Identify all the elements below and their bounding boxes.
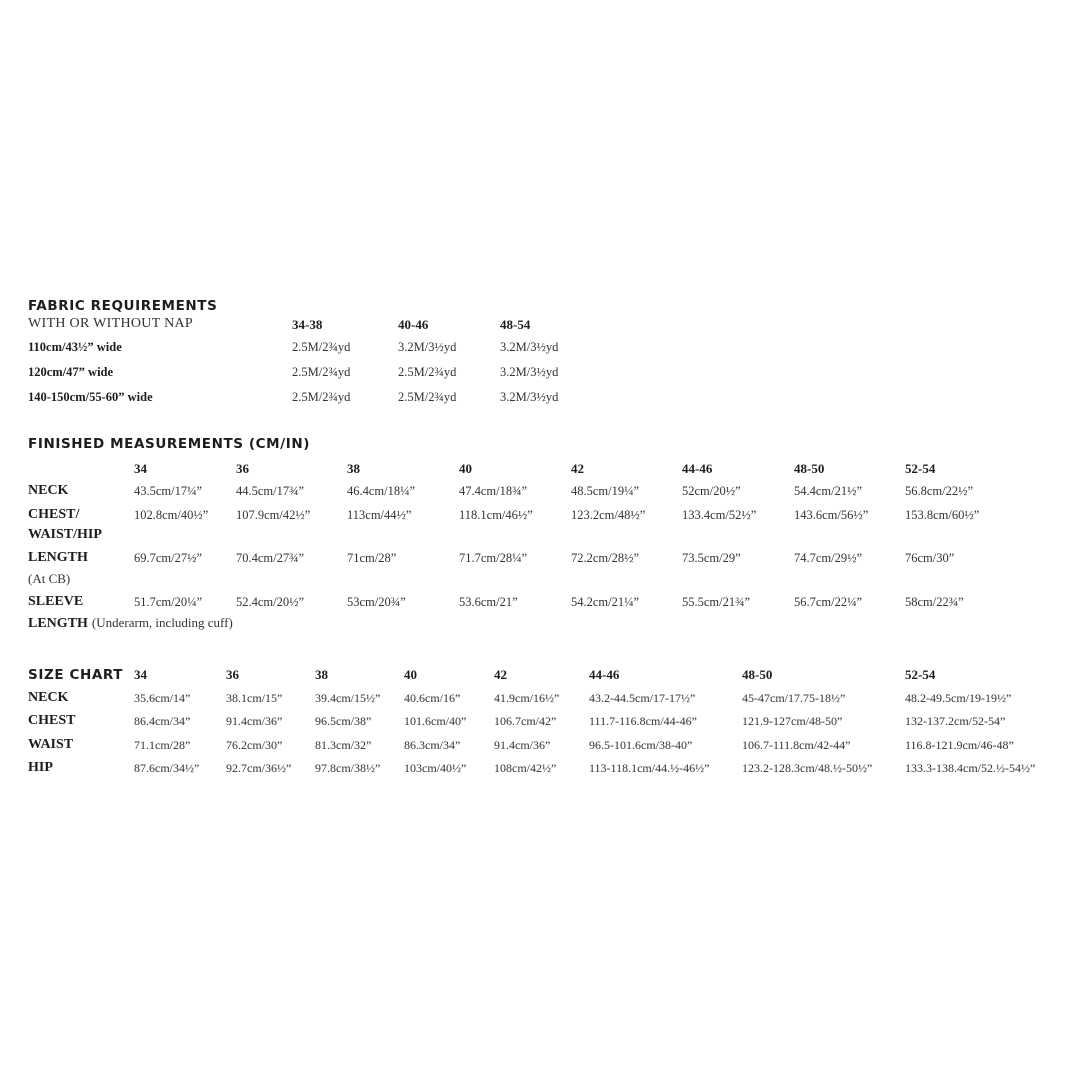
size-cell: 87.6cm/34½”: [134, 761, 200, 775]
size-chart-title: SIZE CHART: [28, 667, 124, 683]
fabric-row-label: 110cm/43½” wide: [28, 340, 122, 354]
finished-cell: 55.5cm/21¾”: [682, 595, 751, 609]
finished-cell: 53.6cm/21”: [459, 595, 518, 609]
finished-col-header: 48-50: [794, 461, 825, 476]
size-cell: 71.1cm/28”: [134, 738, 191, 752]
finished-col-header: 40: [459, 461, 472, 476]
finished-cell: 118.1cm/46½”: [459, 508, 533, 522]
size-cell: 123.2-128.3cm/48.½-50½”: [742, 761, 873, 775]
size-cell: 91.4cm/36”: [226, 714, 283, 728]
finished-cell: 71cm/28”: [347, 551, 397, 565]
fabric-cell: 2.5M/2¾yd: [398, 390, 457, 404]
fabric-cell: 3.2M/3½yd: [398, 340, 457, 354]
size-cell: 101.6cm/40”: [404, 714, 467, 728]
size-cell: 106.7cm/42”: [494, 714, 557, 728]
size-cell: 86.3cm/34”: [404, 738, 461, 752]
finished-col-header: 42: [571, 461, 584, 476]
finished-row-note: [28, 614, 233, 632]
finished-cell: 70.4cm/27¾”: [236, 551, 305, 565]
finished-row-label: SLEEVE: [28, 594, 84, 609]
size-cell: 38.1cm/15”: [226, 691, 283, 705]
finished-cell: 102.8cm/40½”: [134, 508, 209, 522]
fabric-col-header: 34-38: [292, 317, 323, 332]
finished-cell: 133.4cm/52½”: [682, 508, 757, 522]
size-cell: 113-118.1cm/44.½-46½”: [589, 761, 710, 775]
fabric-cell: 2.5M/2¾yd: [398, 365, 457, 379]
size-cell: 111.7-116.8cm/44-46”: [589, 714, 697, 728]
size-cell: 43.2-44.5cm/17-17½”: [589, 691, 696, 705]
finished-row-note-text: (Underarm, including cuff): [91, 615, 233, 630]
finished-col-header: 44-46: [682, 461, 713, 476]
finished-cell: 76cm/30”: [905, 551, 955, 565]
finished-cell: 51.7cm/20¼”: [134, 595, 203, 609]
finished-cell: 74.7cm/29½”: [794, 551, 863, 565]
finished-cell: 73.5cm/29”: [682, 551, 741, 565]
size-cell: 45-47cm/17.75-18½”: [742, 691, 846, 705]
size-cell: 81.3cm/32”: [315, 738, 372, 752]
fabric-cell: 2.5M/2¾yd: [292, 390, 351, 404]
size-col-header: 42: [494, 667, 507, 682]
size-col-header: 52-54: [905, 667, 936, 682]
size-col-header: 38: [315, 667, 328, 682]
size-cell: 35.6cm/14”: [134, 691, 191, 705]
finished-cell: 47.4cm/18¾”: [459, 484, 528, 498]
size-cell: 39.4cm/15½”: [315, 691, 381, 705]
finished-cell: 69.7cm/27½”: [134, 551, 203, 565]
size-cell: 96.5-101.6cm/38-40”: [589, 738, 693, 752]
size-row-label: CHEST: [28, 713, 76, 728]
finished-cell: 56.7cm/22¼”: [794, 595, 863, 609]
size-row-label: NECK: [28, 690, 69, 705]
size-cell: 96.5cm/38”: [315, 714, 372, 728]
finished-cell: 113cm/44½”: [347, 508, 412, 522]
fabric-cell: 2.5M/2¾yd: [292, 365, 351, 379]
size-cell: 116.8-121.9cm/46-48”: [905, 738, 1014, 752]
fabric-cell: 2.5M/2¾yd: [292, 340, 351, 354]
size-row-label: HIP: [28, 760, 53, 775]
fabric-cell: 3.2M/3½yd: [500, 365, 559, 379]
finished-row-note-bold: LENGTH: [28, 616, 88, 631]
finished-row-note: WAIST/HIP: [28, 527, 102, 542]
fabric-row-label: 120cm/47” wide: [28, 365, 114, 379]
finished-col-header: 38: [347, 461, 360, 476]
fabric-col-header: 48-54: [500, 317, 531, 332]
finished-cell: 107.9cm/42½”: [236, 508, 311, 522]
finished-cell: 46.4cm/18¼”: [347, 484, 416, 498]
fabric-cell: 3.2M/3½yd: [500, 390, 559, 404]
finished-cell: 48.5cm/19¼”: [571, 484, 640, 498]
size-cell: 103cm/40½”: [404, 761, 467, 775]
finished-cell: 44.5cm/17¾”: [236, 484, 305, 498]
finished-cell: 143.6cm/56½”: [794, 508, 869, 522]
finished-cell: 52cm/20½”: [682, 484, 741, 498]
fabric-row-label: 140-150cm/55-60” wide: [28, 390, 153, 404]
finished-cell: 71.7cm/28¼”: [459, 551, 528, 565]
finished-col-header: 52-54: [905, 461, 936, 476]
finished-row-label: CHEST/: [28, 507, 80, 522]
finished-col-header: 36: [236, 461, 249, 476]
size-col-header: 48-50: [742, 667, 773, 682]
finished-cell: 123.2cm/48½”: [571, 508, 646, 522]
size-cell: 132-137.2cm/52-54”: [905, 714, 1006, 728]
size-cell: 91.4cm/36”: [494, 738, 551, 752]
size-cell: 76.2cm/30”: [226, 738, 283, 752]
size-cell: 106.7-111.8cm/42-44”: [742, 738, 851, 752]
fabric-col-header: 40-46: [398, 317, 429, 332]
size-cell: 92.7cm/36½”: [226, 761, 292, 775]
fabric-subtitle: WITH OR WITHOUT NAP: [28, 316, 193, 331]
finished-row-label: LENGTH: [28, 550, 88, 565]
finished-col-header: 34: [134, 461, 147, 476]
finished-cell: 153.8cm/60½”: [905, 508, 980, 522]
size-cell: 133.3-138.4cm/52.½-54½”: [905, 761, 1036, 775]
finished-cell: 53cm/20¾”: [347, 595, 406, 609]
size-col-header: 36: [226, 667, 239, 682]
finished-cell: 72.2cm/28½”: [571, 551, 640, 565]
size-cell: 40.6cm/16”: [404, 691, 461, 705]
size-col-header: 34: [134, 667, 147, 682]
size-cell: 41.9cm/16½”: [494, 691, 560, 705]
finished-title: FINISHED MEASUREMENTS (CM/IN): [28, 436, 311, 452]
size-col-header: 44-46: [589, 667, 620, 682]
finished-cell: 52.4cm/20½”: [236, 595, 305, 609]
size-col-header: 40: [404, 667, 417, 682]
finished-cell: 43.5cm/17¼”: [134, 484, 203, 498]
finished-cell: 56.8cm/22½”: [905, 484, 974, 498]
finished-cell: 54.4cm/21½”: [794, 484, 863, 498]
finished-row-note: (At CB): [28, 571, 71, 586]
finished-cell: 54.2cm/21¼”: [571, 595, 640, 609]
size-cell: 97.8cm/38½”: [315, 761, 381, 775]
fabric-title: FABRIC REQUIREMENTS: [28, 298, 218, 314]
finished-cell: 58cm/22¾”: [905, 595, 964, 609]
size-cell: 86.4cm/34”: [134, 714, 191, 728]
fabric-cell: 3.2M/3½yd: [500, 340, 559, 354]
size-cell: 121.9-127cm/48-50”: [742, 714, 843, 728]
size-cell: 48.2-49.5cm/19-19½”: [905, 691, 1012, 705]
finished-row-label: NECK: [28, 483, 69, 498]
size-cell: 108cm/42½”: [494, 761, 557, 775]
size-row-label: WAIST: [28, 737, 74, 752]
